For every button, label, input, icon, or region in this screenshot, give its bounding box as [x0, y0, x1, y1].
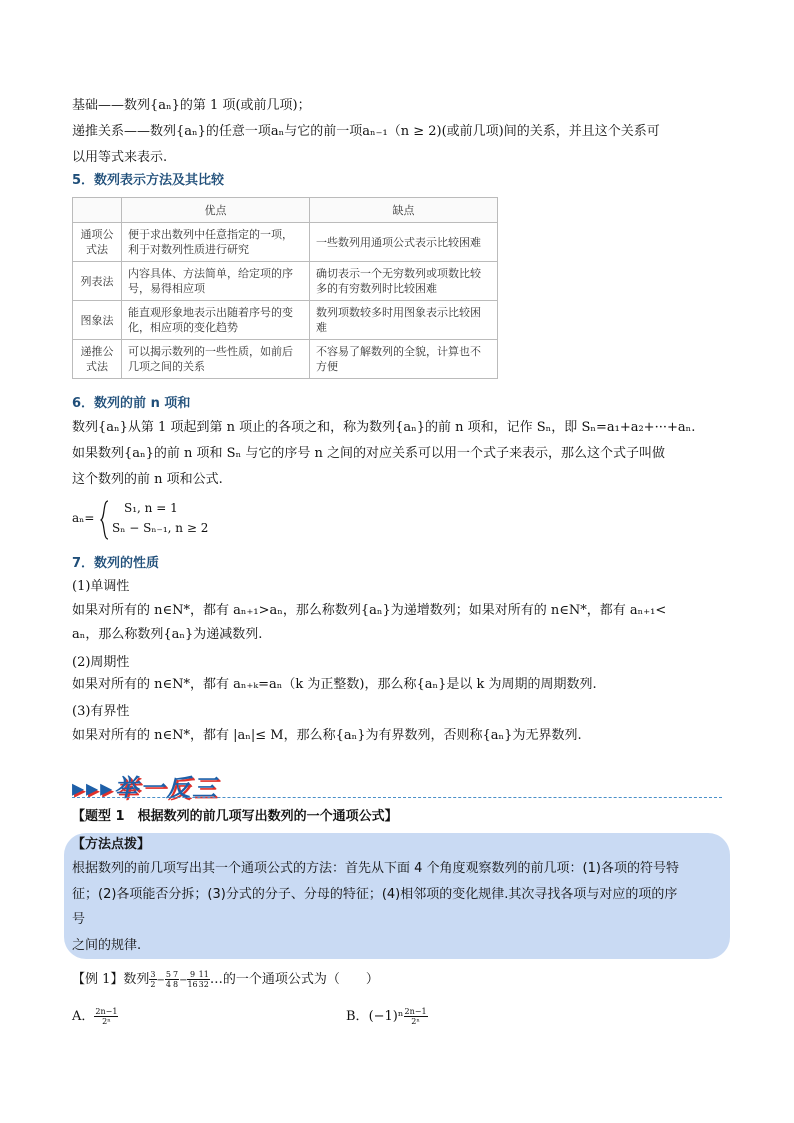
table-header-row [73, 198, 498, 223]
formula-case-2: Sₙ − Sₙ₋₁, n ≥ 2 [112, 521, 209, 535]
table-row [73, 301, 498, 340]
option-b-label: B． [346, 1009, 369, 1024]
table-cell-con: 确切表示一个无穷数列或项数比较多的有穷数列时比较困难 [310, 262, 498, 301]
table-row-name: 通项公式法 [73, 223, 122, 262]
table-header-pro: 优点 [122, 198, 310, 223]
method-tip-line-1: 根据数列的前几项写出其一个通项公式的方法：首先从下面 4 个角度观察数列的前几项：(1)各项的符号特 [72, 861, 679, 876]
intro-line-1: 基础——数列{aₙ}的第 1 项(或前几项)； [72, 98, 311, 113]
intro-line-2: 递推关系——数列{aₙ}的任意一项aₙ与它的前一项aₙ₋₁（n ≥ 2)(或前几项)间的关系，并且这个关系可 [72, 124, 660, 139]
method-tip-line-2: 征；(2)各项能否分拆；(3)分式的分子、分母的特征；(4)相邻项的变化规律.其次寻找各项与对应的项的序 [72, 887, 678, 902]
banner-divider [72, 797, 722, 798]
table-cell-con: 不容易了解数列的全貌，计算也不方便 [310, 340, 498, 379]
table-cell-con: 数列项数较多时用图象表示比较困难 [310, 301, 498, 340]
example-1-suffix: …的一个通项公式为（ ） [209, 972, 379, 987]
table-header-con: 缺点 [310, 198, 498, 223]
section-banner: ▸▸▸举一反三 [72, 774, 219, 802]
example-1-stem: 【例 1】数列 $\frac{3}{2}$ − $\frac{5}{4}$ $\frac{7}{8}$ − $\frac{9}{16}$ $\frac{11}{32}$ …的一个通项公式为（ ） [72, 970, 379, 989]
formula-lhs: aₙ= [72, 511, 95, 525]
table-cell-con: 一些数列用通项公式表示比较困难 [310, 223, 498, 262]
table-cell-pro: 便于求出数列中任意指定的一项，利于对数列性质进行研究 [122, 223, 310, 262]
section5-heading: 5．数列表示方法及其比较 [72, 173, 225, 188]
option-a[interactable] [72, 1005, 118, 1026]
property-3-title: (3)有界性 [72, 704, 130, 719]
intro-line-3: 以用等式来表示. [72, 150, 168, 165]
example-1-label: 【例 1】数列 [72, 972, 150, 987]
method-tip-line-3: 号 [72, 912, 86, 927]
option-b-prefix: (−1)ⁿ [368, 1009, 404, 1024]
section6-line-2: 如果数列{aₙ}的前 n 项和 Sₙ 与它的序号 n 之间的对应关系可以用一个式子来表示，那么这个式子叫做 [72, 446, 665, 461]
table-row-name: 列表法 [73, 262, 122, 301]
table-cell-pro: 可以揭示数列的一些性质，如前后几项之间的关系 [122, 340, 310, 379]
option-b-fraction: $\frac{2n-1}{\text{2ⁿ}}$ [404, 1007, 427, 1026]
table-header-blank [73, 198, 122, 223]
table-cell-pro: 能直观形象地表示出随着序号的变化，相应项的变化趋势 [122, 301, 310, 340]
table-row-name: 图象法 [73, 301, 122, 340]
table-row-name: 递推公式法 [73, 340, 122, 379]
representation-comparison-table [72, 197, 498, 379]
property-3-line-1: 如果对所有的 n∈N*，都有 |aₙ|≤ M，那么称{aₙ}为有界数列，否则称{aₙ}为无界数列. [72, 728, 582, 743]
table-row [73, 262, 498, 301]
property-1-line-2: aₙ，那么称数列{aₙ}为递减数列. [72, 627, 263, 642]
section6-line-1: 数列{aₙ}从第 1 项起到第 n 项止的各项之和，称为数列{aₙ}的前 n 项和，记作 Sₙ，即 Sₙ=a₁+a₂+···+aₙ. [72, 420, 696, 435]
property-2-line-1: 如果对所有的 n∈N*，都有 aₙ₊ₖ=aₙ（k 为正整数)，那么称{aₙ}是以 k 为周期的周期数列. [72, 677, 597, 692]
option-a-label: A． [72, 1009, 95, 1024]
sequence-term: $\frac{11}{32}$ [198, 970, 209, 989]
option-a-fraction: $\frac{2n-1}{\text{2ⁿ}}$ [95, 1007, 118, 1026]
section6-heading: 6．数列的前 n 项和 [72, 396, 191, 411]
table-row [73, 340, 498, 379]
section7-heading: 7．数列的性质 [72, 556, 160, 571]
brace-icon [100, 500, 110, 540]
formula-case-1: S₁, n = 1 [124, 501, 178, 515]
table-cell-pro: 内容具体、方法简单，给定项的序号，易得相应项 [122, 262, 310, 301]
sequence-term: $\frac{9}{16}$ [187, 970, 198, 989]
sequence-term: $\frac{3}{2}$ [150, 970, 156, 989]
topic-1-title: 【题型 1 根据数列的前几项写出数列的一个通项公式】 [72, 809, 398, 824]
sequence-term: $\frac{5}{4}$ [165, 970, 171, 989]
method-tip-title: 【方法点拨】 [72, 837, 151, 852]
sequence-term: $\frac{7}{8}$ [172, 970, 179, 989]
table-row [73, 223, 498, 262]
property-2-title: (2)周期性 [72, 655, 130, 670]
piecewise-formula [72, 500, 272, 542]
method-tip-line-4: 之间的规律. [72, 938, 142, 953]
property-1-line-1: 如果对所有的 n∈N*，都有 aₙ₊₁>aₙ，那么称数列{aₙ}为递增数列；如果对所有的 n∈N*，都有 aₙ₊₁< [72, 603, 667, 618]
section6-line-3: 这个数列的前 n 项和公式. [72, 472, 223, 487]
property-1-title: (1)单调性 [72, 579, 130, 594]
option-b[interactable] [346, 1005, 428, 1026]
